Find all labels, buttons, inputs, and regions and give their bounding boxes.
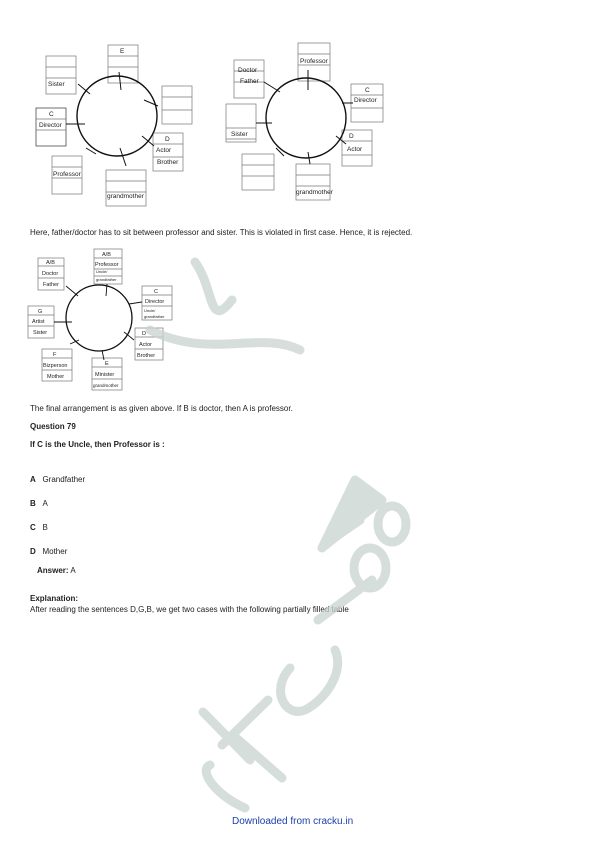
diagram1-label-right1: Actor	[156, 147, 172, 154]
diagram3-label-right2: Uncle/	[144, 308, 156, 313]
diagram1-label-bottomleft: Professor	[53, 171, 81, 178]
diagram1-label-left-head: C	[49, 111, 54, 118]
diagram2-label-topleft1: Doctor	[238, 67, 258, 74]
diagram3-label-bottom2: grandmother	[93, 383, 119, 388]
diagram3-label-topleft2: Father	[43, 282, 59, 288]
diagram3-label-bottom-head: E	[105, 361, 109, 367]
option-d-text: Mother	[42, 547, 68, 556]
diagram3-label-bottomright-head: D	[142, 331, 146, 337]
diagram2-label-left: Sister	[231, 131, 248, 138]
diagram3-label-bottomright1: Actor	[139, 342, 152, 348]
diagram2-label-bottomright-head: D	[349, 133, 354, 140]
diagram3-label-left2: Sister	[33, 330, 48, 336]
answer-label: Answer:	[37, 566, 69, 575]
option-b-text: A	[42, 499, 48, 508]
diagram3-label-topleft1: Doctor	[42, 271, 59, 277]
diagram3-label-top3: grandfather	[96, 277, 117, 282]
diagram3-label-left-head: G	[38, 309, 43, 315]
diagram2-label-top: Professor	[300, 58, 328, 65]
option-a-letter: A	[30, 475, 36, 484]
diagram2-label-bottomright: Actor	[347, 146, 363, 153]
diagram2-label-right: Director	[354, 97, 377, 104]
diagram1-label-topleft: Sister	[48, 81, 65, 88]
diagram3-label-bottomleft1: Bizperson	[43, 363, 68, 369]
option-c-text: B	[42, 523, 48, 532]
option-b-letter: B	[30, 499, 36, 508]
diagram2-label-topleft2: Father	[240, 78, 259, 85]
text-line-1: Here, father/doctor has to sit between professor and sister. This is violated in first case. Hence, it is rejected.	[30, 228, 413, 237]
diagram3-label-bottomright2: Brother	[137, 353, 156, 359]
diagram3-label-top2: Uncle/	[96, 269, 108, 274]
diagram1-label-left: Director	[39, 122, 62, 129]
diagram1-label-top: E	[120, 48, 125, 55]
diagram2-label-bottom: grandmother	[296, 189, 333, 196]
option-a-text: Grandfather	[42, 475, 86, 484]
explanation-title: Explanation:	[30, 594, 79, 603]
option-c-letter: C	[30, 523, 36, 532]
diagram3-label-right3: grandfather	[144, 314, 165, 319]
diagram3-label-bottomleft-head: F	[53, 352, 57, 358]
diagram2-label-right-head: C	[365, 87, 370, 94]
diagram3-label-bottomleft2: Mother	[47, 374, 65, 380]
diagram3-label-right1: Director	[145, 299, 165, 305]
option-d-letter: D	[30, 547, 36, 556]
question-text: If C is the Uncle, then Professor is :	[30, 440, 165, 449]
question-title: Question 79	[30, 422, 76, 431]
explanation-text: After reading the sentences D,G,B, we get two cases with the following partially filled table	[30, 605, 349, 614]
diagram3-label-topleft-head: A/B	[46, 260, 55, 266]
diagram3-label-top-head: A/B	[102, 252, 111, 258]
diagram3-label-left1: Artist	[32, 319, 45, 325]
diagram1-label-bottom: grandmother	[107, 193, 144, 200]
answer-value: A	[70, 566, 76, 575]
footer-download-link[interactable]: Downloaded from cracku.in	[232, 816, 354, 827]
diagram3-label-bottom1: Minister	[95, 372, 115, 378]
diagram3-label-top1: Professor	[95, 262, 119, 268]
diagram1-label-right-head: D	[165, 136, 170, 143]
diagram3-label-right-head: C	[154, 289, 158, 295]
text-line-2: The final arrangement is as given above. If B is doctor, then A is professor.	[30, 404, 293, 413]
diagram1-label-right2: Brother	[157, 159, 179, 166]
